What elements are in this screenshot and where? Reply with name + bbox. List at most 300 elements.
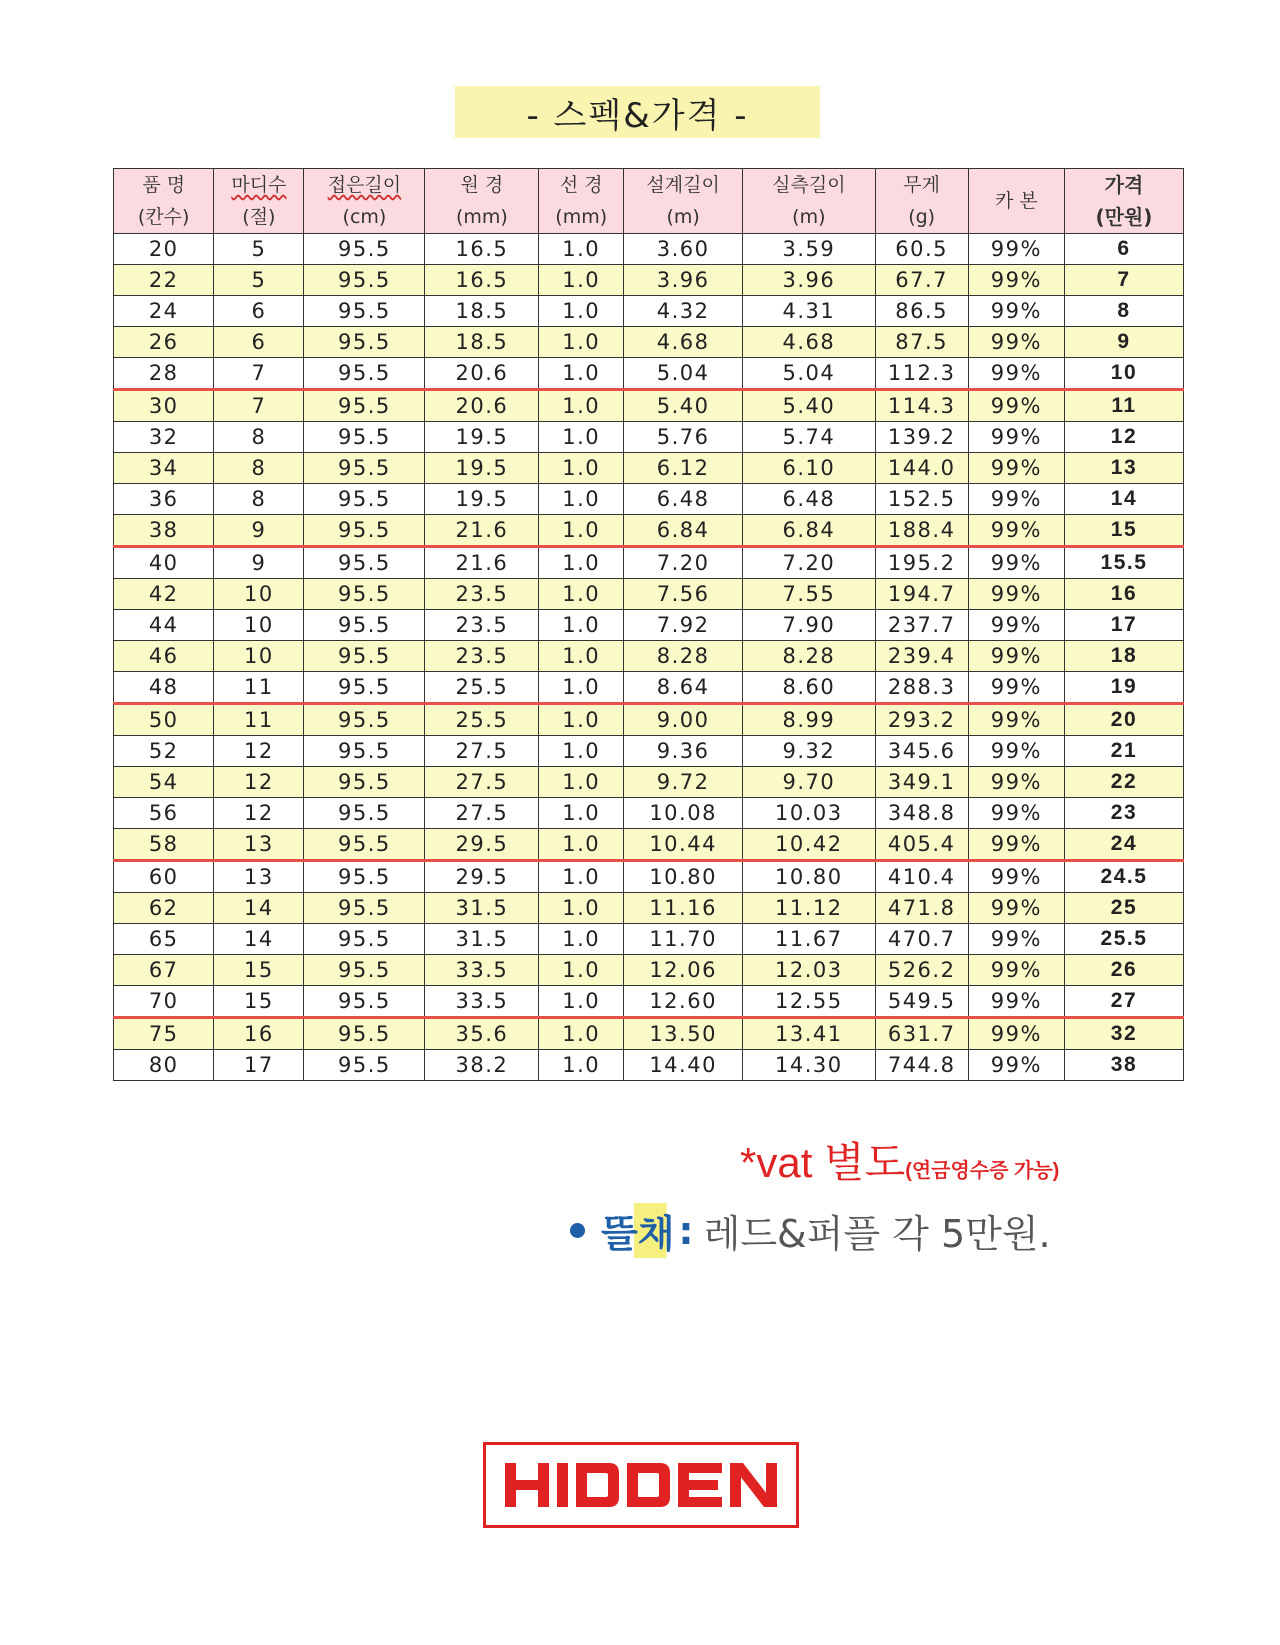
cell-design-length: 5.76 bbox=[624, 422, 743, 453]
cell-price: 11 bbox=[1064, 390, 1183, 422]
cell-carbon: 99% bbox=[968, 704, 1064, 736]
cell-butt-diameter: 25.5 bbox=[425, 704, 539, 736]
cell-tip-diameter: 1.0 bbox=[539, 484, 624, 515]
cell-weight: 549.5 bbox=[875, 986, 968, 1018]
cell-weight: 112.3 bbox=[875, 358, 968, 390]
landing-net-colon: : bbox=[678, 1208, 694, 1253]
cell-design-length: 9.36 bbox=[624, 736, 743, 767]
cell-folded-length: 95.5 bbox=[304, 484, 425, 515]
cell-measured-length: 11.12 bbox=[743, 893, 875, 924]
cell-tip-diameter: 1.0 bbox=[539, 390, 624, 422]
cell-carbon: 99% bbox=[968, 893, 1064, 924]
cell-model: 40 bbox=[114, 547, 214, 579]
cell-tip-diameter: 1.0 bbox=[539, 327, 624, 358]
cell-butt-diameter: 23.5 bbox=[425, 579, 539, 610]
cell-tip-diameter: 1.0 bbox=[539, 547, 624, 579]
table-row bbox=[114, 1018, 1184, 1050]
cell-measured-length: 4.31 bbox=[743, 296, 875, 327]
cell-measured-length: 8.28 bbox=[743, 641, 875, 672]
cell-price: 23 bbox=[1064, 798, 1183, 829]
cell-price: 19 bbox=[1064, 672, 1183, 704]
header-tip-diameter: 선 경 (mm) bbox=[539, 169, 624, 234]
cell-sections: 8 bbox=[214, 484, 304, 515]
cell-model: 80 bbox=[114, 1050, 214, 1081]
cell-model: 22 bbox=[114, 265, 214, 296]
cell-butt-diameter: 31.5 bbox=[425, 893, 539, 924]
cell-price: 27 bbox=[1064, 986, 1183, 1018]
header-carbon: 카 본 bbox=[968, 169, 1064, 234]
cell-tip-diameter: 1.0 bbox=[539, 610, 624, 641]
cell-folded-length: 95.5 bbox=[304, 1050, 425, 1081]
cell-model: 52 bbox=[114, 736, 214, 767]
cell-carbon: 99% bbox=[968, 296, 1064, 327]
cell-weight: 194.7 bbox=[875, 579, 968, 610]
table-row bbox=[114, 610, 1184, 641]
cell-measured-length: 8.99 bbox=[743, 704, 875, 736]
cell-sections: 11 bbox=[214, 704, 304, 736]
cell-carbon: 99% bbox=[968, 484, 1064, 515]
cell-model: 36 bbox=[114, 484, 214, 515]
cell-folded-length: 95.5 bbox=[304, 610, 425, 641]
header-measured-length: 실측길이 (m) bbox=[743, 169, 875, 234]
cell-carbon: 99% bbox=[968, 234, 1064, 265]
cell-tip-diameter: 1.0 bbox=[539, 641, 624, 672]
cell-butt-diameter: 16.5 bbox=[425, 234, 539, 265]
table-row bbox=[114, 547, 1184, 579]
cell-sections: 14 bbox=[214, 924, 304, 955]
cell-butt-diameter: 33.5 bbox=[425, 955, 539, 986]
cell-price: 24 bbox=[1064, 829, 1183, 861]
table-row bbox=[114, 515, 1184, 547]
table-row bbox=[114, 986, 1184, 1018]
cell-price: 22 bbox=[1064, 767, 1183, 798]
cell-tip-diameter: 1.0 bbox=[539, 767, 624, 798]
cell-model: 34 bbox=[114, 453, 214, 484]
cell-sections: 6 bbox=[214, 327, 304, 358]
cell-price: 13 bbox=[1064, 453, 1183, 484]
cell-weight: 139.2 bbox=[875, 422, 968, 453]
cell-price: 9 bbox=[1064, 327, 1183, 358]
cell-weight: 526.2 bbox=[875, 955, 968, 986]
cell-carbon: 99% bbox=[968, 358, 1064, 390]
cell-design-length: 8.28 bbox=[624, 641, 743, 672]
cell-measured-length: 14.30 bbox=[743, 1050, 875, 1081]
cell-carbon: 99% bbox=[968, 515, 1064, 547]
header-design-length: 설계길이 (m) bbox=[624, 169, 743, 234]
cell-weight: 86.5 bbox=[875, 296, 968, 327]
cell-measured-length: 5.40 bbox=[743, 390, 875, 422]
cell-measured-length: 11.67 bbox=[743, 924, 875, 955]
cell-measured-length: 5.74 bbox=[743, 422, 875, 453]
cell-sections: 6 bbox=[214, 296, 304, 327]
cell-butt-diameter: 27.5 bbox=[425, 798, 539, 829]
table-row bbox=[114, 861, 1184, 893]
cell-design-length: 11.16 bbox=[624, 893, 743, 924]
cell-measured-length: 9.70 bbox=[743, 767, 875, 798]
cell-sections: 9 bbox=[214, 515, 304, 547]
cell-tip-diameter: 1.0 bbox=[539, 515, 624, 547]
cell-design-length: 12.06 bbox=[624, 955, 743, 986]
cell-measured-length: 7.20 bbox=[743, 547, 875, 579]
cell-price: 25 bbox=[1064, 893, 1183, 924]
table-row bbox=[114, 453, 1184, 484]
cell-butt-diameter: 16.5 bbox=[425, 265, 539, 296]
cell-tip-diameter: 1.0 bbox=[539, 955, 624, 986]
cell-weight: 239.4 bbox=[875, 641, 968, 672]
cell-carbon: 99% bbox=[968, 861, 1064, 893]
cell-folded-length: 95.5 bbox=[304, 453, 425, 484]
cell-folded-length: 95.5 bbox=[304, 798, 425, 829]
cell-folded-length: 95.5 bbox=[304, 265, 425, 296]
cell-sections: 5 bbox=[214, 265, 304, 296]
cell-tip-diameter: 1.0 bbox=[539, 358, 624, 390]
cell-design-length: 3.60 bbox=[624, 234, 743, 265]
cell-butt-diameter: 27.5 bbox=[425, 767, 539, 798]
cell-butt-diameter: 29.5 bbox=[425, 829, 539, 861]
cell-weight: 410.4 bbox=[875, 861, 968, 893]
table-row bbox=[114, 767, 1184, 798]
cell-model: 54 bbox=[114, 767, 214, 798]
cell-folded-length: 95.5 bbox=[304, 829, 425, 861]
cell-design-length: 6.48 bbox=[624, 484, 743, 515]
cell-design-length: 6.12 bbox=[624, 453, 743, 484]
cell-folded-length: 95.5 bbox=[304, 547, 425, 579]
landing-net-label: 뜰채 bbox=[601, 1203, 674, 1258]
table-row bbox=[114, 955, 1184, 986]
cell-weight: 152.5 bbox=[875, 484, 968, 515]
cell-model: 30 bbox=[114, 390, 214, 422]
table-row bbox=[114, 327, 1184, 358]
cell-butt-diameter: 19.5 bbox=[425, 484, 539, 515]
header-weight: 무게 (g) bbox=[875, 169, 968, 234]
cell-butt-diameter: 19.5 bbox=[425, 453, 539, 484]
cell-model: 65 bbox=[114, 924, 214, 955]
cell-tip-diameter: 1.0 bbox=[539, 579, 624, 610]
cell-measured-length: 3.96 bbox=[743, 265, 875, 296]
cell-folded-length: 95.5 bbox=[304, 515, 425, 547]
cell-sections: 15 bbox=[214, 986, 304, 1018]
table-row bbox=[114, 422, 1184, 453]
cell-price: 12 bbox=[1064, 422, 1183, 453]
cell-model: 60 bbox=[114, 861, 214, 893]
table-row bbox=[114, 390, 1184, 422]
cell-model: 62 bbox=[114, 893, 214, 924]
cell-butt-diameter: 20.6 bbox=[425, 390, 539, 422]
cell-price: 20 bbox=[1064, 704, 1183, 736]
cell-folded-length: 95.5 bbox=[304, 422, 425, 453]
cell-weight: 237.7 bbox=[875, 610, 968, 641]
cell-weight: 405.4 bbox=[875, 829, 968, 861]
cell-carbon: 99% bbox=[968, 422, 1064, 453]
cell-sections: 7 bbox=[214, 358, 304, 390]
cell-design-length: 4.32 bbox=[624, 296, 743, 327]
table-row bbox=[114, 579, 1184, 610]
cell-design-length: 7.92 bbox=[624, 610, 743, 641]
cell-measured-length: 12.55 bbox=[743, 986, 875, 1018]
landing-net-text: 레드&퍼플 각 5만원. bbox=[703, 1212, 1051, 1256]
cell-folded-length: 95.5 bbox=[304, 986, 425, 1018]
cell-folded-length: 95.5 bbox=[304, 704, 425, 736]
cell-weight: 67.7 bbox=[875, 265, 968, 296]
cell-sections: 8 bbox=[214, 422, 304, 453]
cell-design-length: 6.84 bbox=[624, 515, 743, 547]
cell-price: 10 bbox=[1064, 358, 1183, 390]
table-row bbox=[114, 296, 1184, 327]
cell-measured-length: 6.48 bbox=[743, 484, 875, 515]
cell-carbon: 99% bbox=[968, 955, 1064, 986]
cell-weight: 144.0 bbox=[875, 453, 968, 484]
cell-sections: 17 bbox=[214, 1050, 304, 1081]
cell-model: 50 bbox=[114, 704, 214, 736]
cell-tip-diameter: 1.0 bbox=[539, 234, 624, 265]
cell-measured-length: 7.55 bbox=[743, 579, 875, 610]
cell-design-length: 4.68 bbox=[624, 327, 743, 358]
cell-weight: 349.1 bbox=[875, 767, 968, 798]
cell-design-length: 9.00 bbox=[624, 704, 743, 736]
cell-measured-length: 9.32 bbox=[743, 736, 875, 767]
cell-price: 32 bbox=[1064, 1018, 1183, 1050]
cell-price: 7 bbox=[1064, 265, 1183, 296]
cell-weight: 288.3 bbox=[875, 672, 968, 704]
cell-design-length: 5.04 bbox=[624, 358, 743, 390]
table-row bbox=[114, 672, 1184, 704]
cell-tip-diameter: 1.0 bbox=[539, 736, 624, 767]
cell-butt-diameter: 35.6 bbox=[425, 1018, 539, 1050]
cell-carbon: 99% bbox=[968, 390, 1064, 422]
cell-measured-length: 12.03 bbox=[743, 955, 875, 986]
cell-model: 26 bbox=[114, 327, 214, 358]
cell-weight: 345.6 bbox=[875, 736, 968, 767]
cell-design-length: 5.40 bbox=[624, 390, 743, 422]
cell-carbon: 99% bbox=[968, 767, 1064, 798]
spec-table bbox=[113, 168, 1184, 1081]
cell-weight: 744.8 bbox=[875, 1050, 968, 1081]
cell-price: 15.5 bbox=[1064, 547, 1183, 579]
cell-weight: 60.5 bbox=[875, 234, 968, 265]
cell-design-length: 14.40 bbox=[624, 1050, 743, 1081]
cell-tip-diameter: 1.0 bbox=[539, 1050, 624, 1081]
cell-butt-diameter: 20.6 bbox=[425, 358, 539, 390]
cell-price: 25.5 bbox=[1064, 924, 1183, 955]
cell-carbon: 99% bbox=[968, 986, 1064, 1018]
cell-tip-diameter: 1.0 bbox=[539, 829, 624, 861]
cell-model: 48 bbox=[114, 672, 214, 704]
cell-design-length: 11.70 bbox=[624, 924, 743, 955]
cell-model: 24 bbox=[114, 296, 214, 327]
table-row bbox=[114, 358, 1184, 390]
cell-folded-length: 95.5 bbox=[304, 234, 425, 265]
cell-butt-diameter: 38.2 bbox=[425, 1050, 539, 1081]
cell-design-length: 8.64 bbox=[624, 672, 743, 704]
cell-model: 46 bbox=[114, 641, 214, 672]
cell-sections: 9 bbox=[214, 547, 304, 579]
cell-sections: 10 bbox=[214, 610, 304, 641]
cell-measured-length: 13.41 bbox=[743, 1018, 875, 1050]
cell-weight: 348.8 bbox=[875, 798, 968, 829]
cell-model: 70 bbox=[114, 986, 214, 1018]
cell-measured-length: 10.80 bbox=[743, 861, 875, 893]
table-row bbox=[114, 893, 1184, 924]
header-sections: 마디수 (절) bbox=[214, 169, 304, 234]
cell-tip-diameter: 1.0 bbox=[539, 798, 624, 829]
cell-tip-diameter: 1.0 bbox=[539, 704, 624, 736]
cell-carbon: 99% bbox=[968, 265, 1064, 296]
cell-model: 32 bbox=[114, 422, 214, 453]
table-row bbox=[114, 924, 1184, 955]
cell-price: 26 bbox=[1064, 955, 1183, 986]
cell-butt-diameter: 27.5 bbox=[425, 736, 539, 767]
cell-measured-length: 6.84 bbox=[743, 515, 875, 547]
cell-price: 24.5 bbox=[1064, 861, 1183, 893]
cell-sections: 12 bbox=[214, 798, 304, 829]
cell-carbon: 99% bbox=[968, 641, 1064, 672]
header-folded-length: 접은길이 (cm) bbox=[304, 169, 425, 234]
cell-measured-length: 3.59 bbox=[743, 234, 875, 265]
cell-butt-diameter: 29.5 bbox=[425, 861, 539, 893]
cell-butt-diameter: 21.6 bbox=[425, 515, 539, 547]
cell-carbon: 99% bbox=[968, 579, 1064, 610]
cell-design-length: 3.96 bbox=[624, 265, 743, 296]
cell-butt-diameter: 31.5 bbox=[425, 924, 539, 955]
cell-folded-length: 95.5 bbox=[304, 296, 425, 327]
cell-model: 67 bbox=[114, 955, 214, 986]
cell-price: 16 bbox=[1064, 579, 1183, 610]
cell-carbon: 99% bbox=[968, 672, 1064, 704]
cell-model: 42 bbox=[114, 579, 214, 610]
cell-folded-length: 95.5 bbox=[304, 358, 425, 390]
cell-carbon: 99% bbox=[968, 1018, 1064, 1050]
table-header-row bbox=[114, 169, 1184, 234]
cell-weight: 195.2 bbox=[875, 547, 968, 579]
cell-sections: 13 bbox=[214, 829, 304, 861]
cell-sections: 15 bbox=[214, 955, 304, 986]
cell-carbon: 99% bbox=[968, 327, 1064, 358]
cell-price: 17 bbox=[1064, 610, 1183, 641]
cell-sections: 14 bbox=[214, 893, 304, 924]
cell-model: 75 bbox=[114, 1018, 214, 1050]
cell-measured-length: 10.42 bbox=[743, 829, 875, 861]
cell-butt-diameter: 21.6 bbox=[425, 547, 539, 579]
cell-weight: 87.5 bbox=[875, 327, 968, 358]
cell-butt-diameter: 19.5 bbox=[425, 422, 539, 453]
cell-butt-diameter: 23.5 bbox=[425, 641, 539, 672]
cell-tip-diameter: 1.0 bbox=[539, 296, 624, 327]
cell-folded-length: 95.5 bbox=[304, 390, 425, 422]
table-row bbox=[114, 1050, 1184, 1081]
cell-measured-length: 6.10 bbox=[743, 453, 875, 484]
cell-tip-diameter: 1.0 bbox=[539, 986, 624, 1018]
cell-weight: 471.8 bbox=[875, 893, 968, 924]
cell-folded-length: 95.5 bbox=[304, 579, 425, 610]
cell-carbon: 99% bbox=[968, 453, 1064, 484]
cell-weight: 114.3 bbox=[875, 390, 968, 422]
cell-design-length: 12.60 bbox=[624, 986, 743, 1018]
table-row bbox=[114, 234, 1184, 265]
cell-sections: 10 bbox=[214, 579, 304, 610]
cell-price: 15 bbox=[1064, 515, 1183, 547]
cell-measured-length: 7.90 bbox=[743, 610, 875, 641]
table-row bbox=[114, 484, 1184, 515]
cell-sections: 8 bbox=[214, 453, 304, 484]
cell-sections: 13 bbox=[214, 861, 304, 893]
cell-carbon: 99% bbox=[968, 924, 1064, 955]
cell-measured-length: 10.03 bbox=[743, 798, 875, 829]
cell-butt-diameter: 18.5 bbox=[425, 296, 539, 327]
cell-tip-diameter: 1.0 bbox=[539, 422, 624, 453]
cell-folded-length: 95.5 bbox=[304, 641, 425, 672]
table-body bbox=[114, 234, 1184, 1081]
vat-note-sub: (연금영수증 가능) bbox=[905, 1160, 1060, 1182]
cell-sections: 12 bbox=[214, 736, 304, 767]
cell-tip-diameter: 1.0 bbox=[539, 924, 624, 955]
cell-folded-length: 95.5 bbox=[304, 1018, 425, 1050]
cell-sections: 11 bbox=[214, 672, 304, 704]
cell-model: 38 bbox=[114, 515, 214, 547]
cell-design-length: 7.20 bbox=[624, 547, 743, 579]
cell-folded-length: 95.5 bbox=[304, 924, 425, 955]
cell-folded-length: 95.5 bbox=[304, 861, 425, 893]
table-row bbox=[114, 736, 1184, 767]
cell-tip-diameter: 1.0 bbox=[539, 1018, 624, 1050]
table-row bbox=[114, 829, 1184, 861]
cell-weight: 293.2 bbox=[875, 704, 968, 736]
cell-tip-diameter: 1.0 bbox=[539, 861, 624, 893]
cell-butt-diameter: 23.5 bbox=[425, 610, 539, 641]
cell-folded-length: 95.5 bbox=[304, 327, 425, 358]
cell-sections: 10 bbox=[214, 641, 304, 672]
cell-carbon: 99% bbox=[968, 736, 1064, 767]
cell-folded-length: 95.5 bbox=[304, 955, 425, 986]
cell-price: 18 bbox=[1064, 641, 1183, 672]
cell-weight: 470.7 bbox=[875, 924, 968, 955]
cell-butt-diameter: 18.5 bbox=[425, 327, 539, 358]
cell-measured-length: 4.68 bbox=[743, 327, 875, 358]
cell-price: 8 bbox=[1064, 296, 1183, 327]
cell-model: 58 bbox=[114, 829, 214, 861]
brand-logo bbox=[483, 1442, 799, 1528]
cell-price: 14 bbox=[1064, 484, 1183, 515]
cell-folded-length: 95.5 bbox=[304, 672, 425, 704]
cell-folded-length: 95.5 bbox=[304, 893, 425, 924]
cell-butt-diameter: 25.5 bbox=[425, 672, 539, 704]
table-row bbox=[114, 704, 1184, 736]
cell-sections: 16 bbox=[214, 1018, 304, 1050]
cell-tip-diameter: 1.0 bbox=[539, 453, 624, 484]
cell-model: 56 bbox=[114, 798, 214, 829]
hidden-logo-icon bbox=[505, 1463, 777, 1507]
cell-carbon: 99% bbox=[968, 798, 1064, 829]
vat-note bbox=[740, 1130, 1180, 1190]
bullet-icon bbox=[570, 1223, 585, 1238]
vat-note-main: *vat 별도 bbox=[740, 1139, 906, 1186]
cell-butt-diameter: 33.5 bbox=[425, 986, 539, 1018]
cell-carbon: 99% bbox=[968, 1050, 1064, 1081]
cell-tip-diameter: 1.0 bbox=[539, 893, 624, 924]
cell-sections: 5 bbox=[214, 234, 304, 265]
cell-weight: 188.4 bbox=[875, 515, 968, 547]
cell-carbon: 99% bbox=[968, 547, 1064, 579]
cell-carbon: 99% bbox=[968, 610, 1064, 641]
cell-price: 6 bbox=[1064, 234, 1183, 265]
cell-model: 28 bbox=[114, 358, 214, 390]
cell-design-length: 10.08 bbox=[624, 798, 743, 829]
cell-design-length: 10.44 bbox=[624, 829, 743, 861]
page-title: - 스펙&가격 - bbox=[455, 86, 820, 138]
header-butt-diameter: 원 경 (mm) bbox=[425, 169, 539, 234]
cell-model: 44 bbox=[114, 610, 214, 641]
table-row bbox=[114, 641, 1184, 672]
cell-carbon: 99% bbox=[968, 829, 1064, 861]
